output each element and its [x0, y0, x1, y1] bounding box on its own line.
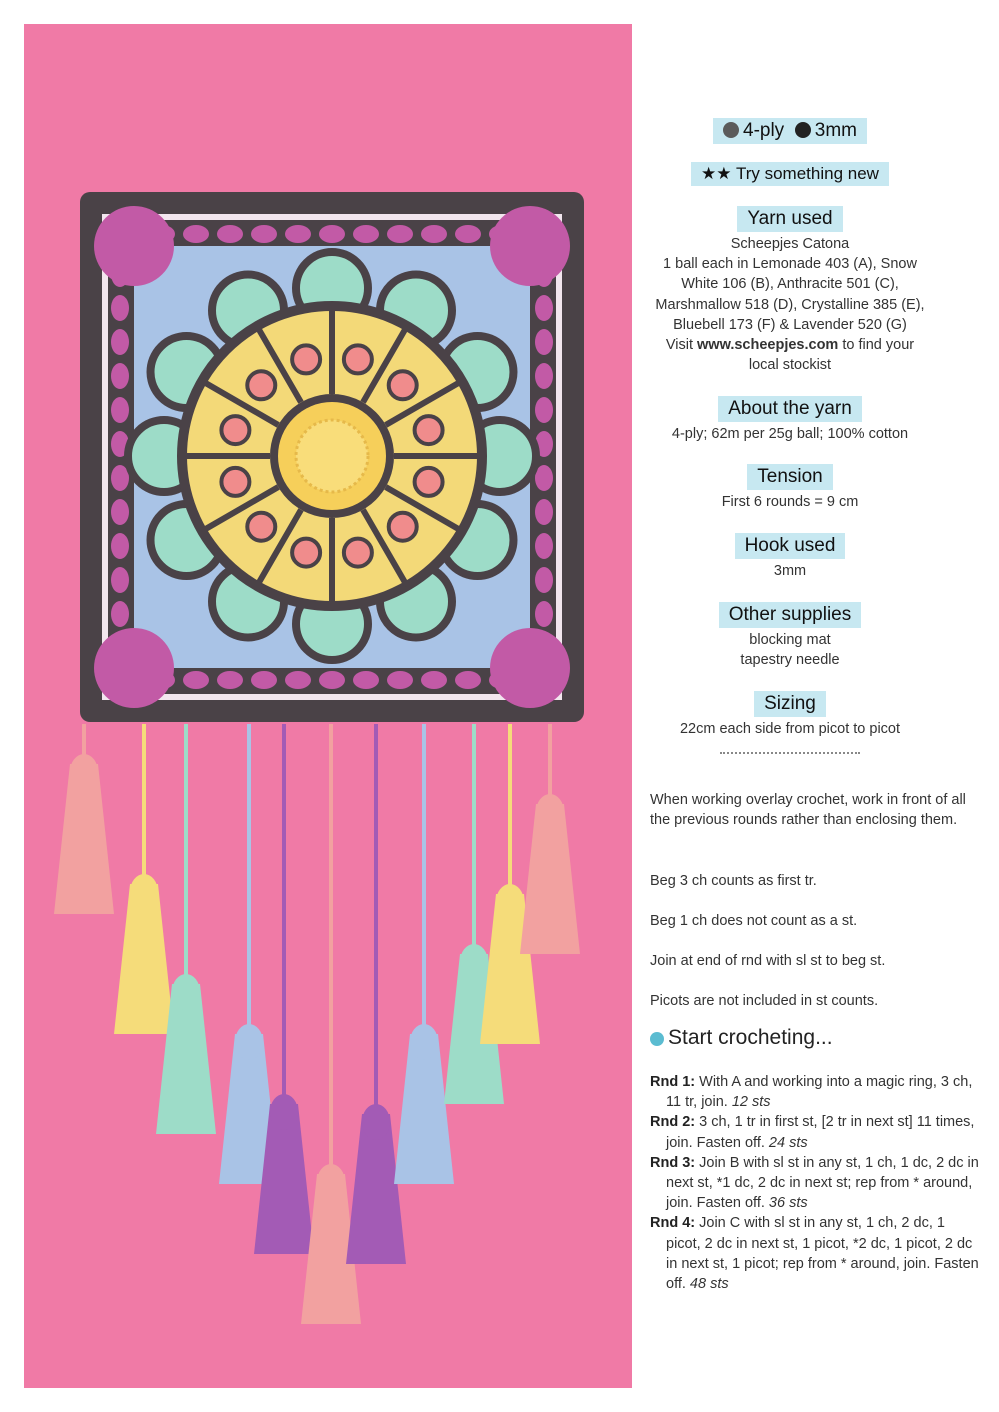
sizing-heading: Sizing — [640, 691, 940, 717]
sizing-text: 22cm each side from picot to picot — [679, 721, 901, 737]
stockist-link[interactable]: www.scheepjes.com — [697, 337, 839, 354]
note-beg-1ch: Beg 1 ch does not count as a st. — [650, 913, 858, 929]
hook-used-heading: Hook used — [640, 533, 940, 559]
hook-icon — [795, 122, 811, 138]
note-beg-3ch: Beg 3 ch counts as first tr. — [650, 873, 817, 889]
round-item: Rnd 4: Join C with sl st in any st, 1 ch, 2 dc, 1 picot, 2 dc in next st, 1 picot, *2 dc, 1 picot, 2 dc in next st, 1 picot; rep from * around, join. Fasten off. 48 sts — [650, 1215, 979, 1293]
yarn-weight-hook-row: 4-ply 3mm — [640, 118, 940, 144]
crochet-wall-hanging-illustration — [24, 24, 632, 1388]
yarn-used-heading: Yarn used — [640, 206, 940, 232]
yarn-ball-icon — [650, 1032, 664, 1046]
tension-text: First 6 rounds = 9 cm — [721, 494, 859, 510]
difficulty-stars: ★★ — [701, 164, 732, 183]
product-photo — [24, 24, 632, 1388]
note-overlay: When working overlay crochet, work in front of all the previous rounds rather than enclosing them. — [650, 792, 966, 829]
note-join: Join at end of rnd with sl st to beg st. — [650, 953, 886, 969]
other-supplies-text: blocking mat tapestry needle — [740, 632, 840, 669]
pattern-info-column — [640, 0, 985, 1412]
about-yarn-heading: About the yarn — [640, 396, 940, 422]
round-item: Rnd 1: With A and working into a magic ring, 3 ch, 11 tr, join. 12 sts — [650, 1074, 973, 1111]
round-item: Rnd 3: Join B with sl st in any st, 1 ch, 1 dc, 2 dc in next st, *1 dc, 2 dc in next st; rep from * around, join. Fasten off. 36 sts — [650, 1154, 979, 1212]
round-item: Rnd 2: 3 ch, 1 tr in first st, [2 tr in next st] 11 times, join. Fasten off. 24 sts — [650, 1114, 975, 1151]
difficulty-badge: ★★ Try something new — [640, 162, 940, 186]
start-crocheting-heading: Start crocheting... — [650, 1026, 833, 1050]
note-picots: Picots are not included in st counts. — [650, 993, 879, 1009]
divider — [720, 752, 860, 754]
yarn-ball-icon — [723, 122, 739, 138]
other-supplies-heading: Other supplies — [640, 602, 940, 628]
tension-heading: Tension — [640, 464, 940, 490]
yarn-used-text: Scheepjes Catona 1 ball each in Lemonade 403 (A), Snow White 106 (B), Anthracite 501 (C), Marshmallow 518 (D), Crystalline 385 (E), Bluebell 173 (F) & Lavender 520 (G) Visit www.scheepjes.com to find your local stockist — [655, 236, 925, 374]
hook-used-text: 3mm — [773, 563, 807, 579]
rounds-list — [650, 1072, 980, 1294]
about-yarn-text: 4-ply; 62m per 25g ball; 100% cotton — [671, 426, 909, 442]
